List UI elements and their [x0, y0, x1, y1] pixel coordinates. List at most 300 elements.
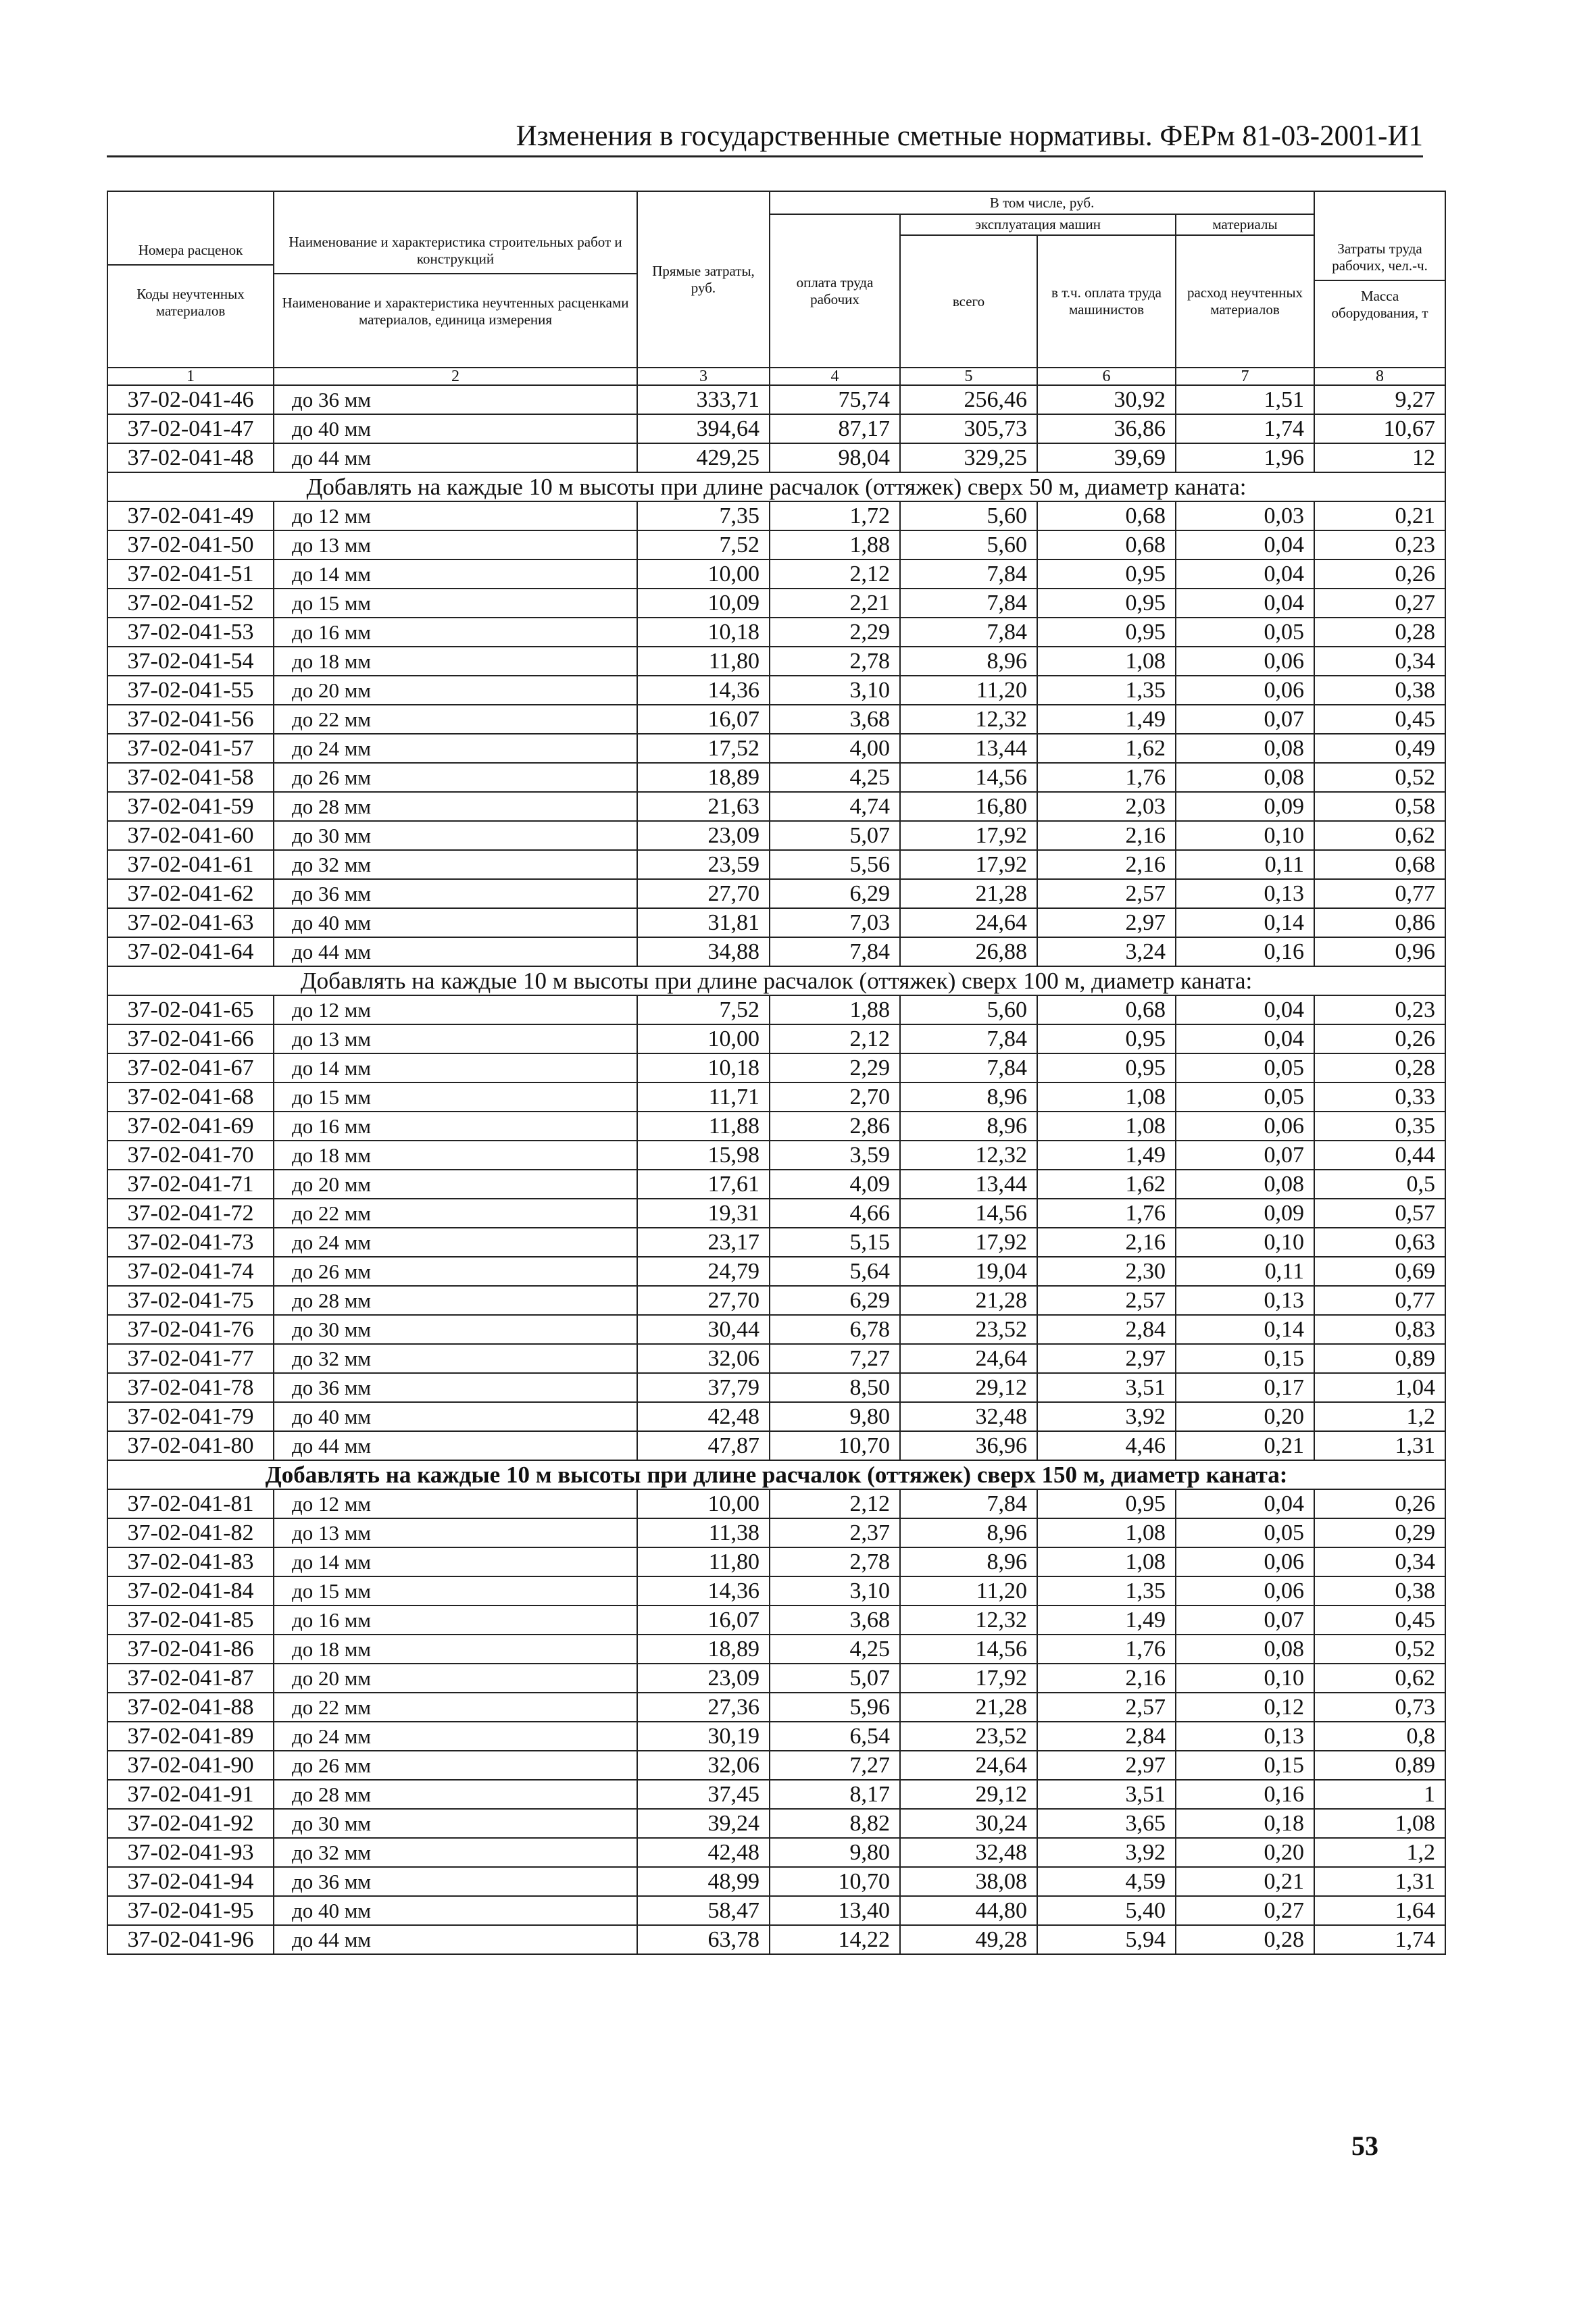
- header-codes-top: Номера расценок: [108, 239, 273, 266]
- rate-name: до 18 мм: [274, 1141, 637, 1170]
- table-row: [107, 1547, 1445, 1576]
- rate-value: 0,05: [1176, 1082, 1314, 1112]
- rate-value: 14,56: [900, 1199, 1037, 1228]
- rate-value: 0,06: [1176, 1547, 1314, 1576]
- rate-value: 27,70: [637, 1286, 770, 1315]
- table-row: [107, 1286, 1445, 1315]
- rate-value: 13,40: [770, 1896, 900, 1925]
- table-row: [107, 908, 1445, 937]
- rate-value: 0,11: [1176, 850, 1314, 879]
- rate-code: 37-02-041-77: [107, 1344, 274, 1373]
- rate-value: 0,26: [1314, 1024, 1445, 1053]
- rate-value: 1,76: [1037, 1635, 1176, 1664]
- rate-code: 37-02-041-75: [107, 1286, 274, 1315]
- rate-name: до 28 мм: [274, 792, 637, 821]
- rate-code: 37-02-041-62: [107, 879, 274, 908]
- rate-code: 37-02-041-65: [107, 995, 274, 1024]
- rate-value: 0,26: [1314, 559, 1445, 589]
- rate-value: 0,95: [1037, 618, 1176, 647]
- rate-name: до 30 мм: [274, 1809, 637, 1838]
- rate-value: 0,06: [1176, 1112, 1314, 1141]
- rate-value: 1,74: [1314, 1925, 1445, 1954]
- rate-value: 30,19: [637, 1722, 770, 1751]
- rate-name: до 24 мм: [274, 1722, 637, 1751]
- table-row: [107, 1751, 1445, 1780]
- table-row: [107, 1664, 1445, 1693]
- rate-value: 19,04: [900, 1257, 1037, 1286]
- rate-value: 394,64: [637, 414, 770, 443]
- table-row: [107, 1344, 1445, 1373]
- rate-value: 2,16: [1037, 1664, 1176, 1693]
- rate-value: 0,77: [1314, 879, 1445, 908]
- header-labor-top: Затраты труда рабочих, чел.-ч.: [1315, 238, 1445, 281]
- table-row: [107, 676, 1445, 705]
- rate-value: 0,28: [1314, 1053, 1445, 1082]
- rate-value: 2,97: [1037, 1344, 1176, 1373]
- rate-value: 21,28: [900, 1693, 1037, 1722]
- table-row: [107, 1199, 1445, 1228]
- rate-code: 37-02-041-56: [107, 705, 274, 734]
- rate-value: 21,28: [900, 879, 1037, 908]
- table-row: [107, 1896, 1445, 1925]
- rate-name: до 26 мм: [274, 1257, 637, 1286]
- rate-value: 24,64: [900, 908, 1037, 937]
- rate-value: 0,04: [1176, 589, 1314, 618]
- header-group: В том числе, руб.: [770, 191, 1314, 214]
- rate-value: 17,92: [900, 1664, 1037, 1693]
- rate-value: 18,89: [637, 1635, 770, 1664]
- column-number: 1: [107, 368, 274, 385]
- rate-value: 10,18: [637, 618, 770, 647]
- table-row: [107, 530, 1445, 559]
- rate-code: 37-02-041-78: [107, 1373, 274, 1402]
- rate-value: 11,20: [900, 676, 1037, 705]
- rate-code: 37-02-041-48: [107, 443, 274, 472]
- rate-code: 37-02-041-74: [107, 1257, 274, 1286]
- rate-value: 0,09: [1176, 1199, 1314, 1228]
- rate-name: до 16 мм: [274, 1112, 637, 1141]
- rate-value: 1,51: [1176, 385, 1314, 414]
- rate-value: 38,08: [900, 1867, 1037, 1896]
- table-row: [107, 1635, 1445, 1664]
- rate-value: 5,60: [900, 995, 1037, 1024]
- rate-value: 0,13: [1176, 879, 1314, 908]
- rate-code: 37-02-041-83: [107, 1547, 274, 1576]
- rate-value: 0,15: [1176, 1344, 1314, 1373]
- rate-value: 11,80: [637, 647, 770, 676]
- rate-name: до 26 мм: [274, 763, 637, 792]
- rate-value: 11,20: [900, 1576, 1037, 1605]
- rate-name: до 15 мм: [274, 1576, 637, 1605]
- rate-value: 3,68: [770, 705, 900, 734]
- rate-name: до 22 мм: [274, 705, 637, 734]
- rate-value: 0,68: [1037, 530, 1176, 559]
- rate-value: 0,29: [1314, 1518, 1445, 1547]
- rate-value: 6,29: [770, 1286, 900, 1315]
- table-row: [107, 1228, 1445, 1257]
- rate-value: 14,36: [637, 1576, 770, 1605]
- header-names-top: Наименование и характеристика строительных работ и конструкций: [274, 231, 637, 274]
- rate-name: до 13 мм: [274, 1518, 637, 1547]
- rate-value: 0,13: [1176, 1286, 1314, 1315]
- rate-value: 0,35: [1314, 1112, 1445, 1141]
- rate-value: 0,20: [1176, 1402, 1314, 1431]
- rate-value: 32,06: [637, 1751, 770, 1780]
- rate-name: до 12 мм: [274, 995, 637, 1024]
- rate-code: 37-02-041-79: [107, 1402, 274, 1431]
- rate-value: 39,69: [1037, 443, 1176, 472]
- table-row: [107, 850, 1445, 879]
- table-row: [107, 1257, 1445, 1286]
- rate-value: 63,78: [637, 1925, 770, 1954]
- rate-value: 36,96: [900, 1431, 1037, 1460]
- header-codes-bottom: Коды неучтенных материалов: [136, 286, 245, 319]
- rate-value: 0,38: [1314, 1576, 1445, 1605]
- table-row: [107, 1082, 1445, 1112]
- rate-value: 3,92: [1037, 1402, 1176, 1431]
- rate-value: 7,27: [770, 1344, 900, 1373]
- rate-name: до 18 мм: [274, 647, 637, 676]
- rate-value: 0,77: [1314, 1286, 1445, 1315]
- rate-name: до 12 мм: [274, 1489, 637, 1518]
- rate-value: 2,12: [770, 1024, 900, 1053]
- rate-name: до 44 мм: [274, 1925, 637, 1954]
- rate-value: 1,08: [1037, 1112, 1176, 1141]
- rate-value: 8,96: [900, 1547, 1037, 1576]
- rate-value: 1,08: [1037, 647, 1176, 676]
- header-machinist-wages: в т.ч. оплата труда машинистов: [1037, 235, 1176, 368]
- rate-value: 0,14: [1176, 1315, 1314, 1344]
- rate-value: 32,06: [637, 1344, 770, 1373]
- rate-value: 30,92: [1037, 385, 1176, 414]
- rate-value: 0,23: [1314, 995, 1445, 1024]
- rate-value: 27,36: [637, 1693, 770, 1722]
- rate-value: 3,10: [770, 676, 900, 705]
- table-row: [107, 414, 1445, 443]
- rate-value: 1,49: [1037, 1141, 1176, 1170]
- rate-code: 37-02-041-87: [107, 1664, 274, 1693]
- header-machines-total: всего: [900, 235, 1037, 368]
- table-row: [107, 1431, 1445, 1460]
- rate-value: 16,07: [637, 1605, 770, 1635]
- rate-value: 3,92: [1037, 1838, 1176, 1867]
- rate-code: 37-02-041-59: [107, 792, 274, 821]
- rate-value: 0,21: [1314, 501, 1445, 530]
- rate-value: 8,96: [900, 1112, 1037, 1141]
- rate-value: 0,04: [1176, 559, 1314, 589]
- rate-name: до 16 мм: [274, 618, 637, 647]
- rate-value: 0,34: [1314, 1547, 1445, 1576]
- rate-value: 7,84: [900, 1053, 1037, 1082]
- header-wages: оплата труда рабочих: [770, 214, 900, 368]
- rate-value: 9,80: [770, 1402, 900, 1431]
- header-labor-bottom: Масса оборудования, т: [1331, 287, 1428, 321]
- rate-value: 2,97: [1037, 1751, 1176, 1780]
- rate-value: 13,44: [900, 1170, 1037, 1199]
- table-row: [107, 705, 1445, 734]
- rate-value: 11,80: [637, 1547, 770, 1576]
- column-number: 8: [1314, 368, 1445, 385]
- rate-value: 12,32: [900, 1605, 1037, 1635]
- rate-name: до 15 мм: [274, 1082, 637, 1112]
- rate-value: 30,44: [637, 1315, 770, 1344]
- rate-value: 7,84: [770, 937, 900, 966]
- rate-name: до 15 мм: [274, 589, 637, 618]
- rate-value: 0,17: [1176, 1373, 1314, 1402]
- rate-value: 0,33: [1314, 1082, 1445, 1112]
- rate-value: 16,80: [900, 792, 1037, 821]
- rate-value: 14,22: [770, 1925, 900, 1954]
- rate-value: 23,09: [637, 821, 770, 850]
- rate-value: 30,24: [900, 1809, 1037, 1838]
- rate-value: 0,23: [1314, 530, 1445, 559]
- rate-name: до 40 мм: [274, 414, 637, 443]
- rate-value: 0,04: [1176, 1489, 1314, 1518]
- rate-value: 5,40: [1037, 1896, 1176, 1925]
- table-row: [107, 647, 1445, 676]
- rate-value: 3,24: [1037, 937, 1176, 966]
- rate-value: 27,70: [637, 879, 770, 908]
- rate-name: до 24 мм: [274, 1228, 637, 1257]
- rate-value: 2,12: [770, 559, 900, 589]
- rate-value: 4,74: [770, 792, 900, 821]
- rate-name: до 13 мм: [274, 1024, 637, 1053]
- rate-code: 37-02-041-64: [107, 937, 274, 966]
- rate-value: 3,10: [770, 1576, 900, 1605]
- table-row: [107, 995, 1445, 1024]
- page-number: 53: [1351, 2131, 1378, 2161]
- rate-name: до 36 мм: [274, 1867, 637, 1896]
- rate-value: 48,99: [637, 1867, 770, 1896]
- rate-value: 0,08: [1176, 734, 1314, 763]
- rate-value: 0,73: [1314, 1693, 1445, 1722]
- rates-table: [107, 191, 1446, 1955]
- rate-value: 29,12: [900, 1780, 1037, 1809]
- rate-value: 36,86: [1037, 414, 1176, 443]
- rate-value: 0,16: [1176, 1780, 1314, 1809]
- table-header: [107, 191, 1445, 385]
- rate-value: 0,68: [1314, 850, 1445, 879]
- rate-value: 1,08: [1314, 1809, 1445, 1838]
- rate-value: 0,95: [1037, 1489, 1176, 1518]
- rate-value: 0,14: [1176, 908, 1314, 937]
- rate-value: 14,56: [900, 1635, 1037, 1664]
- rate-value: 0,03: [1176, 501, 1314, 530]
- section-title: Добавлять на каждые 10 м высоты при длине расчалок (оттяжек) сверх 50 м, диаметр каната:: [107, 472, 1445, 501]
- rate-value: 3,68: [770, 1605, 900, 1635]
- rate-value: 0,27: [1314, 589, 1445, 618]
- rate-value: 0,68: [1037, 501, 1176, 530]
- rate-name: до 22 мм: [274, 1199, 637, 1228]
- rate-value: 17,52: [637, 734, 770, 763]
- rate-value: 1,08: [1037, 1547, 1176, 1576]
- rate-value: 1,2: [1314, 1402, 1445, 1431]
- rate-value: 98,04: [770, 443, 900, 472]
- rate-name: до 22 мм: [274, 1693, 637, 1722]
- rate-value: 14,36: [637, 676, 770, 705]
- table-row: [107, 734, 1445, 763]
- rate-value: 2,21: [770, 589, 900, 618]
- column-numbers-row: [107, 368, 1445, 385]
- rate-code: 37-02-041-89: [107, 1722, 274, 1751]
- rate-value: 429,25: [637, 443, 770, 472]
- rate-code: 37-02-041-57: [107, 734, 274, 763]
- rate-name: до 40 мм: [274, 1402, 637, 1431]
- rate-code: 37-02-041-72: [107, 1199, 274, 1228]
- rate-value: 0,44: [1314, 1141, 1445, 1170]
- rate-value: 17,92: [900, 821, 1037, 850]
- table-row: [107, 1518, 1445, 1547]
- table-row: [107, 879, 1445, 908]
- rate-value: 37,79: [637, 1373, 770, 1402]
- rate-value: 0,38: [1314, 676, 1445, 705]
- rate-name: до 28 мм: [274, 1780, 637, 1809]
- rate-value: 0,95: [1037, 559, 1176, 589]
- rate-value: 0,07: [1176, 705, 1314, 734]
- rate-value: 10,00: [637, 1024, 770, 1053]
- rate-value: 11,71: [637, 1082, 770, 1112]
- rate-value: 333,71: [637, 385, 770, 414]
- rate-value: 3,59: [770, 1141, 900, 1170]
- rate-value: 2,86: [770, 1112, 900, 1141]
- rate-value: 24,64: [900, 1344, 1037, 1373]
- section-title: Добавлять на каждые 10 м высоты при длине расчалок (оттяжек) сверх 100 м, диаметр каната:: [107, 966, 1445, 995]
- rate-code: 37-02-041-46: [107, 385, 274, 414]
- rate-value: 2,78: [770, 647, 900, 676]
- rate-name: до 14 мм: [274, 559, 637, 589]
- table-row: [107, 1402, 1445, 1431]
- rate-value: 0,10: [1176, 821, 1314, 850]
- table-row: [107, 1141, 1445, 1170]
- table-row: [107, 385, 1445, 414]
- rate-value: 24,64: [900, 1751, 1037, 1780]
- rate-value: 44,80: [900, 1896, 1037, 1925]
- rate-value: 10,18: [637, 1053, 770, 1082]
- rate-value: 7,84: [900, 1489, 1037, 1518]
- rate-value: 4,66: [770, 1199, 900, 1228]
- rate-value: 2,78: [770, 1547, 900, 1576]
- rate-code: 37-02-041-73: [107, 1228, 274, 1257]
- rate-value: 58,47: [637, 1896, 770, 1925]
- rate-code: 37-02-041-63: [107, 908, 274, 937]
- rate-code: 37-02-041-80: [107, 1431, 274, 1460]
- rate-value: 1,72: [770, 501, 900, 530]
- rate-value: 10,67: [1314, 414, 1445, 443]
- rate-code: 37-02-041-94: [107, 1867, 274, 1896]
- column-number: 5: [900, 368, 1037, 385]
- table-row: [107, 1024, 1445, 1053]
- rate-value: 0,89: [1314, 1751, 1445, 1780]
- page-header: Изменения в государственные сметные нормативы. ФЕРм 81-03-2001-И1: [107, 118, 1423, 157]
- header-codes: [107, 191, 274, 368]
- rate-value: 1,74: [1176, 414, 1314, 443]
- rate-value: 1,76: [1037, 763, 1176, 792]
- rate-value: 8,50: [770, 1373, 900, 1402]
- rate-value: 0,27: [1176, 1896, 1314, 1925]
- rate-code: 37-02-041-67: [107, 1053, 274, 1082]
- rate-value: 0,05: [1176, 1053, 1314, 1082]
- table-row: [107, 1170, 1445, 1199]
- header-direct-costs: Прямые затраты, руб.: [637, 191, 770, 368]
- table-row: [107, 1780, 1445, 1809]
- section-row: [107, 472, 1445, 501]
- rate-value: 5,07: [770, 821, 900, 850]
- rate-code: 37-02-041-60: [107, 821, 274, 850]
- table-row: [107, 1489, 1445, 1518]
- rate-value: 0,10: [1176, 1664, 1314, 1693]
- rate-value: 75,74: [770, 385, 900, 414]
- rate-value: 0,18: [1176, 1809, 1314, 1838]
- rate-value: 0,52: [1314, 1635, 1445, 1664]
- rate-value: 0,63: [1314, 1228, 1445, 1257]
- rate-value: 7,84: [900, 589, 1037, 618]
- rate-value: 0,16: [1176, 937, 1314, 966]
- rate-value: 2,57: [1037, 1286, 1176, 1315]
- rate-value: 0,20: [1176, 1838, 1314, 1867]
- rate-code: 37-02-041-82: [107, 1518, 274, 1547]
- rate-value: 6,54: [770, 1722, 900, 1751]
- rate-code: 37-02-041-55: [107, 676, 274, 705]
- table-row: [107, 937, 1445, 966]
- rate-value: 1,76: [1037, 1199, 1176, 1228]
- rate-value: 10,00: [637, 1489, 770, 1518]
- table-row: [107, 1722, 1445, 1751]
- rate-value: 1,62: [1037, 734, 1176, 763]
- rate-value: 0,95: [1037, 1053, 1176, 1082]
- section-row: [107, 1460, 1445, 1489]
- table-row: [107, 1576, 1445, 1605]
- rate-value: 7,84: [900, 618, 1037, 647]
- rate-name: до 13 мм: [274, 530, 637, 559]
- rate-value: 4,00: [770, 734, 900, 763]
- rate-value: 1,35: [1037, 1576, 1176, 1605]
- table-row: [107, 1112, 1445, 1141]
- rate-value: 5,15: [770, 1228, 900, 1257]
- rate-value: 12,32: [900, 1141, 1037, 1170]
- rate-value: 23,17: [637, 1228, 770, 1257]
- rate-code: 37-02-041-84: [107, 1576, 274, 1605]
- rate-name: до 40 мм: [274, 908, 637, 937]
- rate-value: 2,84: [1037, 1315, 1176, 1344]
- rate-value: 29,12: [900, 1373, 1037, 1402]
- table-body: [107, 385, 1445, 1954]
- header-materials: материалы: [1176, 214, 1314, 235]
- rate-value: 5,60: [900, 530, 1037, 559]
- section-row: [107, 966, 1445, 995]
- rate-name: до 32 мм: [274, 1838, 637, 1867]
- rate-value: 7,84: [900, 559, 1037, 589]
- rate-value: 1,49: [1037, 705, 1176, 734]
- rate-value: 0,04: [1176, 530, 1314, 559]
- header-labor: [1314, 191, 1445, 368]
- rate-value: 329,25: [900, 443, 1037, 472]
- rate-value: 3,51: [1037, 1373, 1176, 1402]
- rate-value: 0,45: [1314, 1605, 1445, 1635]
- table-row: [107, 559, 1445, 589]
- rate-value: 0,06: [1176, 647, 1314, 676]
- rate-value: 14,56: [900, 763, 1037, 792]
- rate-value: 7,84: [900, 1024, 1037, 1053]
- rate-value: 18,89: [637, 763, 770, 792]
- rate-value: 0,57: [1314, 1199, 1445, 1228]
- rate-name: до 14 мм: [274, 1547, 637, 1576]
- rate-value: 31,81: [637, 908, 770, 937]
- rate-name: до 16 мм: [274, 1605, 637, 1635]
- rate-value: 0,8: [1314, 1722, 1445, 1751]
- rate-value: 5,07: [770, 1664, 900, 1693]
- rate-code: 37-02-041-96: [107, 1925, 274, 1954]
- rate-value: 2,16: [1037, 821, 1176, 850]
